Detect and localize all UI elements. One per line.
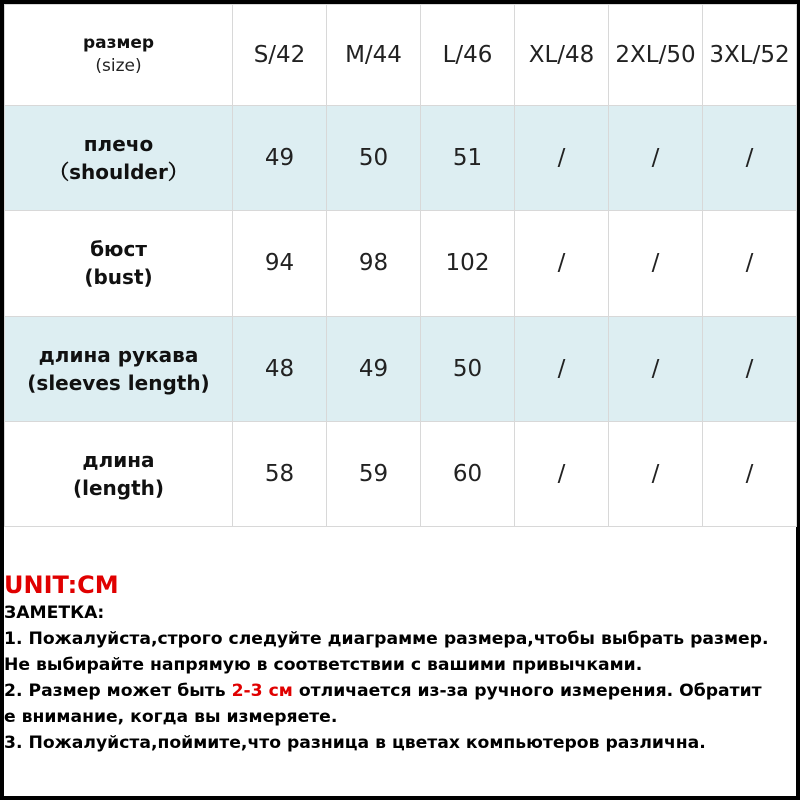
row-label-cell [5,316,233,421]
note-line-4: е внимание, когда вы измеряете. [4,707,338,727]
cell-value: / [557,460,566,487]
table-cell [609,211,703,316]
row-label-en: (sleeves length) [27,370,210,395]
cell-value: 59 [358,460,389,487]
note-line-5: 3. Пожалуйста,поймите,что разница в цветах компьютеров различна. [4,733,706,753]
cell-value: 94 [264,250,295,277]
table-cell [327,316,421,421]
cell-value: / [557,145,566,172]
size-header-cell [515,5,609,106]
cell-value: / [651,355,660,382]
cell-value: 51 [452,145,483,172]
table-cell [327,211,421,316]
cell-value: / [651,145,660,172]
table-cell [515,106,609,211]
row-label-en: (length) [72,475,165,500]
table-row-length [5,421,797,526]
size-header: M/44 [345,42,402,69]
row-label-cell [5,211,233,316]
note-line-3-start: 2. Размер может быть [4,681,232,701]
cell-value: / [651,460,660,487]
table-cell [421,316,515,421]
table-row-shoulder [5,106,797,211]
size-header-cell [609,5,703,106]
note-highlight-range: 2-3 см [231,681,293,701]
table-row-sleeves-length [5,316,797,421]
cell-value: 49 [264,145,295,172]
table-cell [703,421,797,526]
table-cell [421,421,515,526]
cell-value: 49 [358,355,389,382]
table-cell [233,106,327,211]
cell-value: / [745,460,754,487]
table-cell [515,421,609,526]
note-line-2: Не выбирайте напрямую в соответствии с вашими привычками. [4,655,643,675]
table-cell [515,211,609,316]
size-header: 2XL/50 [615,42,696,69]
note-title: ЗАМЕТКА: [4,603,105,623]
cell-value: 60 [452,460,483,487]
row-label-cell [5,106,233,211]
size-label-en: (size) [95,56,142,77]
table-cell [703,106,797,211]
cell-value: / [557,355,566,382]
size-header: S/42 [253,42,306,69]
table-cell [703,316,797,421]
table-cell [515,316,609,421]
size-label: размер [82,33,155,54]
row-label: плечо [83,132,154,157]
table-cell [421,106,515,211]
cell-value: 102 [445,250,490,277]
table-cell [421,211,515,316]
notes-section [4,570,796,756]
cell-value: 98 [358,250,389,277]
size-header: 3XL/52 [709,42,790,69]
table-cell [609,421,703,526]
cell-value: 50 [452,355,483,382]
size-header-cell [233,5,327,106]
table-cell [233,421,327,526]
size-header-cell [327,5,421,106]
cell-value: / [651,250,660,277]
table-cell [703,211,797,316]
table-cell [327,106,421,211]
row-label-cell [5,421,233,526]
size-header: L/46 [442,42,493,69]
cell-value: / [745,250,754,277]
table-row-bust [5,211,797,316]
cell-value: 50 [358,145,389,172]
unit-label: UNIT:CM [4,571,119,599]
cell-value: 48 [264,355,295,382]
row-label: длина рукава [38,342,199,367]
row-label: длина [82,447,155,472]
size-header-cell [421,5,515,106]
row-label-en: （shoulder） [49,160,188,185]
cell-value: / [745,145,754,172]
note-line-3 [4,678,796,704]
row-label-en: (bust) [84,265,153,290]
size-header-cell [703,5,797,106]
cell-value: / [557,250,566,277]
cell-value: 58 [264,460,295,487]
note-line-1: 1. Пожалуйста,строго следуйте диаграмме размера,чтобы выбрать размер. [4,629,769,649]
header-label-cell [5,5,233,106]
note-line-3-end: отличается из-за ручного измерения. Обратит [292,681,762,701]
size-chart-frame [4,4,796,796]
table-cell [609,106,703,211]
header-row [5,5,797,106]
row-label: бюст [90,237,147,262]
size-table [4,4,797,527]
table-cell [233,211,327,316]
size-header: XL/48 [528,42,595,69]
table-cell [609,316,703,421]
cell-value: / [745,355,754,382]
table-cell [327,421,421,526]
table-cell [233,316,327,421]
